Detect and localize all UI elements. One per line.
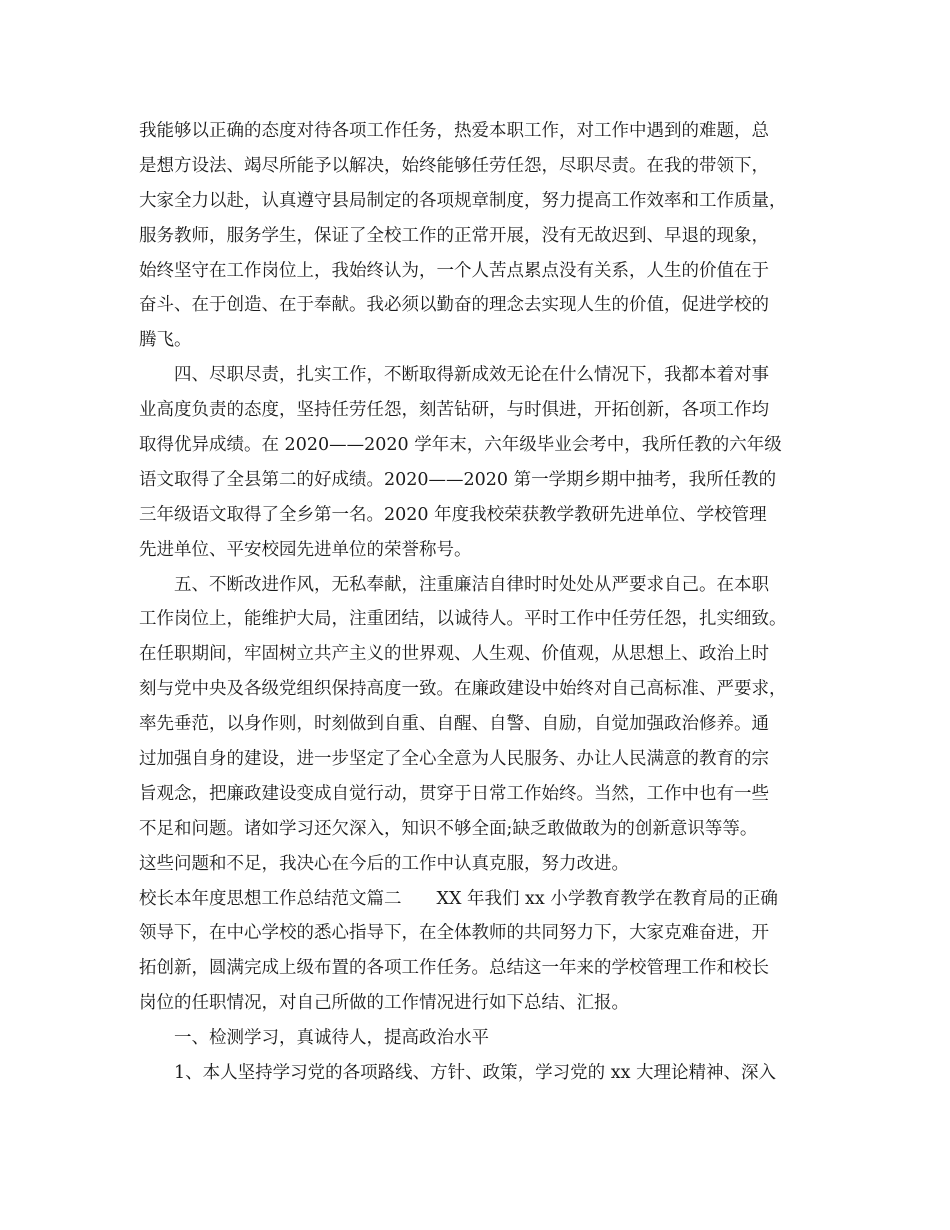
text-line: 业高度负责的态度，坚持任劳任怨，刻苦钻研，与时俱进，开拓创新，各项工作均 bbox=[139, 400, 769, 421]
text-line: 拓创新，圆满完成上级布置的各项工作任务。总结这一年来的学校管理工作和校长 bbox=[139, 958, 769, 979]
text-line: 旨观念，把廉政建设变成自觉行动，贯穿于日常工作始终。当然，工作中也有一些 bbox=[139, 783, 769, 804]
text-line: 先进单位、平安校园先进单位的荣誉称号。 bbox=[139, 539, 472, 560]
text-line: 语文取得了全县第二的好成绩。2020——2020 第一学期乡期中抽考，我所任教的 bbox=[139, 469, 777, 490]
text-line: 是想方设法、竭尽所能予以解决，始终能够任劳任怨，尽职尽责。在我的带领下， bbox=[139, 155, 769, 176]
text-line: 三年级语文取得了全乡第一名。2020 年度我校荣获教学教研先进单位、学校管理 bbox=[139, 504, 767, 525]
subheading-one: 一、检测学习，真诚待人，提高政治水平 bbox=[174, 1028, 489, 1049]
text-line: 我能够以正确的态度对待各项工作任务，热爱本职工作，对工作中遇到的难题，总 bbox=[139, 121, 769, 141]
paragraph-four-start: 四、尽职尽责，扎实工作，不断取得新成效无论在什么情况下，我都本着对事 bbox=[174, 365, 769, 386]
text-line: 取得优异成绩。在 2020——2020 学年末，六年级毕业会考中，我所任教的六年级 bbox=[139, 435, 782, 456]
text-line: 奋斗、在于创造、在于奉献。我必须以勤奋的理念去实现人生的价值，促进学校的 bbox=[139, 295, 769, 316]
paragraph-five-start: 五、不断改进作风，无私奉献，注重廉洁自律时时处处从严要求自己。在本职 bbox=[174, 574, 769, 595]
text-line: 工作岗位上，能维护大局，注重团结，以诚待人。平时工作中任劳任怨，扎实细致。 bbox=[139, 609, 787, 630]
item-one-start: 1、本人坚持学习党的各项路线、方针、政策，学习党的 xx 大理论精神、深入 bbox=[174, 1063, 776, 1084]
text-line: 刻与党中央及各级党组织保持高度一致。在廉政建设中始终对自己高标准、严要求， bbox=[139, 679, 787, 700]
text-line: 这些问题和不足，我决心在今后的工作中认真克服，努力改进。 bbox=[139, 853, 629, 874]
text-line: 过加强自身的建设，进一步坚定了全心全意为人民服务、办让人民满意的教育的宗 bbox=[139, 749, 769, 770]
text-line: 在任职期间，牢固树立共产主义的世界观、人生观、价值观，从思想上、政治上时 bbox=[139, 644, 769, 665]
text-line: 不足和问题。诸如学习还欠深入，知识不够全面;缺乏敢做敢为的创新意识等等。 bbox=[139, 818, 758, 839]
text-line: 始终坚守在工作岗位上，我始终认为，一个人苦点累点没有关系，人生的价值在于 bbox=[139, 260, 769, 281]
text-line: 大家全力以赴，认真遵守县局制定的各项规章制度，努力提高工作效率和工作质量， bbox=[139, 190, 787, 211]
document-body bbox=[139, 114, 829, 1091]
section-two-heading-line: 校长本年度思想工作总结范文篇二 XX 年我们 xx 小学教育教学在教育局的正确 bbox=[139, 888, 778, 909]
text-line: 领导下，在中心学校的悉心指导下，在全体教师的共同努力下，大家克难奋进，开 bbox=[139, 923, 769, 944]
text-line: 率先垂范，以身作则，时刻做到自重、自醒、自警、自励，自觉加强政治修养。通 bbox=[139, 714, 769, 735]
text-line: 服务教师，服务学生，保证了全校工作的正常开展，没有无故迟到、早退的现象， bbox=[139, 225, 769, 246]
text-line: 腾飞。 bbox=[139, 330, 192, 351]
text-line: 岗位的任职情况，对自己所做的工作情况进行如下总结、汇报。 bbox=[139, 993, 629, 1014]
